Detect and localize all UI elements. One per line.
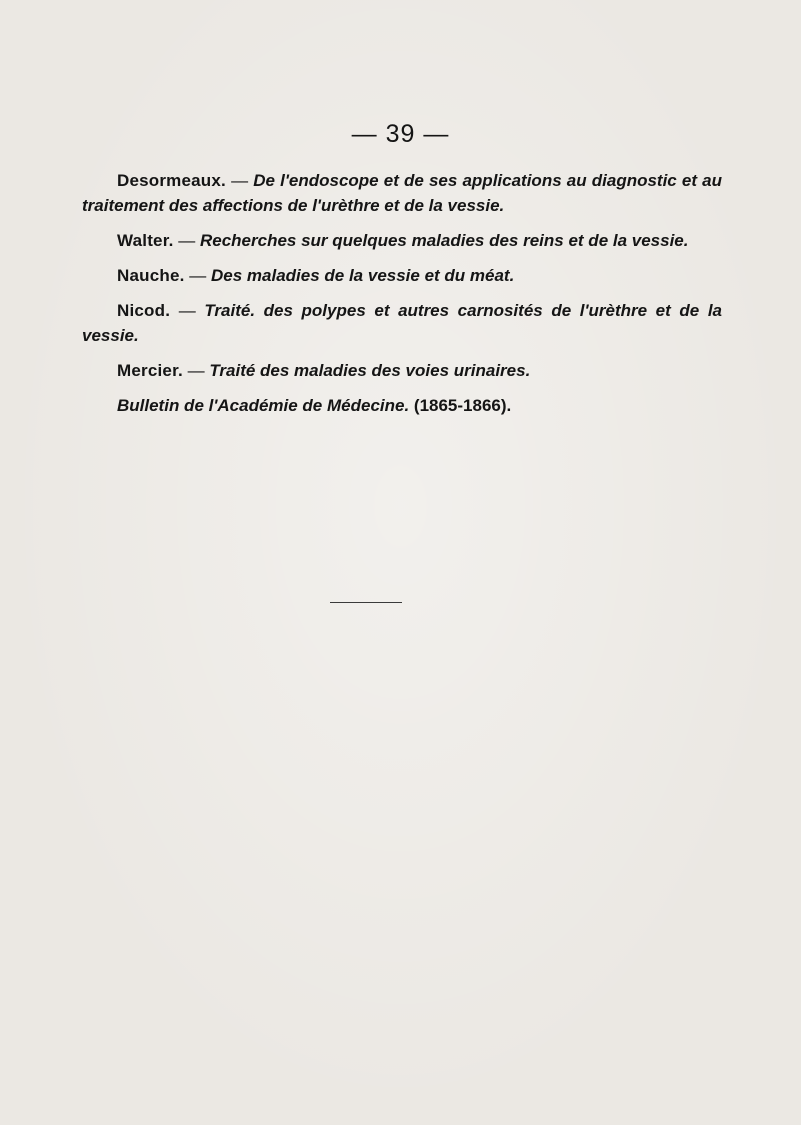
reference-title: De l'endoscope et de ses applications au diagnostic et au traitement des affections de l'urèthre et de la vessie. bbox=[82, 171, 722, 215]
page-number: — 39 — bbox=[351, 120, 450, 148]
reference-title: Recherches sur quelques maladies des reins et de la vessie. bbox=[199, 231, 689, 250]
reference-separator: — bbox=[173, 231, 200, 250]
reference-author: Nicod. bbox=[117, 301, 171, 320]
reference-walter bbox=[82, 228, 722, 253]
reference-desormeaux bbox=[82, 168, 722, 218]
reference-title: Traité des maladies des voies urinaires. bbox=[209, 361, 531, 380]
reference-separator: — bbox=[184, 266, 211, 285]
bibliography-list bbox=[82, 168, 722, 428]
reference-title: Des maladies de la vessie et du méat. bbox=[211, 266, 515, 285]
reference-separator: — bbox=[170, 301, 205, 320]
reference-nicod bbox=[82, 298, 722, 348]
reference-title: Bulletin de l'Académie de Médecine. bbox=[117, 396, 410, 415]
reference-author: Walter. bbox=[117, 231, 174, 250]
reference-author: Desormeaux. bbox=[117, 171, 226, 190]
reference-title: Traité. des polypes et autres carnosités de l'urèthre et de la vessie. bbox=[82, 301, 722, 345]
reference-author: Nauche. bbox=[117, 266, 185, 285]
section-divider bbox=[330, 602, 402, 603]
reference-mercier bbox=[82, 358, 722, 383]
reference-separator: — bbox=[225, 171, 254, 190]
reference-bulletin bbox=[82, 393, 722, 418]
reference-years: (1865-1866). bbox=[409, 396, 512, 415]
reference-nauche bbox=[82, 263, 722, 288]
reference-author: Mercier. bbox=[117, 361, 183, 380]
reference-separator: — bbox=[182, 361, 210, 380]
